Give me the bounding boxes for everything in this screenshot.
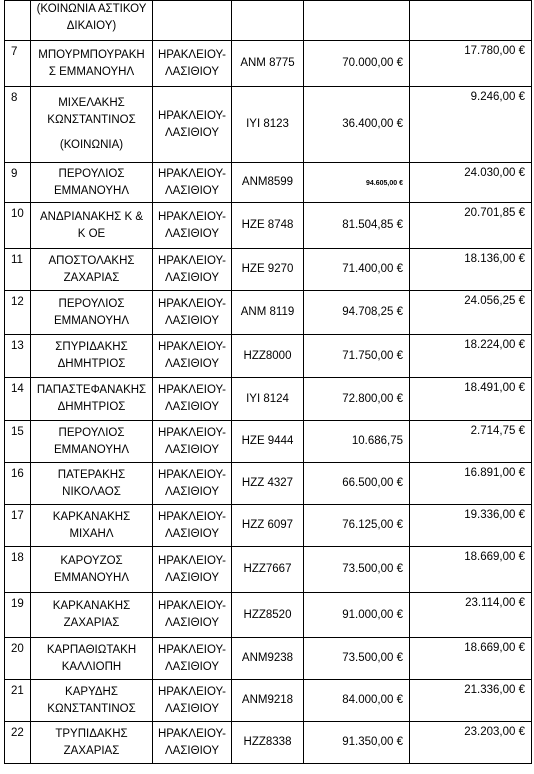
cell-plate: ΗΖΖ 4327 [232, 463, 304, 505]
name-line: ΜΙΧΑΗΛ [69, 527, 114, 540]
cell-amount: 94.708,25 € [304, 291, 410, 335]
name-line: ΔΙΚΑΙΟΥ) [66, 20, 117, 32]
cell-plate: ΗΖΖ 6097 [232, 505, 304, 547]
cell-subsidy: 2.714,75 € [410, 421, 532, 463]
name-line: ΤΡΥΠΙΔΑΚΗΣ [55, 727, 128, 740]
cell-region [153, 722, 232, 764]
cell-no: 10 [5, 203, 31, 249]
table-row-continued [5, 1, 532, 41]
cell-region [153, 249, 232, 291]
cell-subsidy: 23.114,00 € [410, 593, 532, 638]
cell-plate: ΑΝΜ 8119 [232, 291, 304, 335]
cell-no: 20 [5, 638, 31, 680]
name-line: ΝΙΚΟΛΑΟΣ [62, 485, 121, 498]
cell-plate [232, 1, 304, 41]
name-line: ΕΜΜΑΝΟΥΗΛ [53, 184, 130, 197]
cell-region [153, 463, 232, 505]
region-line: ΗΡΑΚΛΕΙΟΥ- [157, 554, 227, 567]
region-line: ΛΑΣΙΘΙΟΥ [164, 485, 220, 498]
cell-subsidy: 24.056,25 € [410, 291, 532, 335]
region-line: ΛΑΣΙΘΙΟΥ [164, 126, 220, 139]
cell-no: 8 [5, 87, 31, 163]
region-line: ΗΡΑΚΛΕΙΟΥ- [157, 341, 227, 353]
cell-no: 11 [5, 249, 31, 291]
cell-name [31, 87, 153, 163]
region-line: ΛΑΣΙΘΙΟΥ [164, 617, 220, 629]
region-line: ΗΡΑΚΛΕΙΟΥ- [157, 48, 227, 61]
region-line: ΛΑΣΙΘΙΟΥ [164, 660, 220, 673]
cell-region [153, 593, 232, 638]
cell-name [31, 41, 153, 87]
cell-plate: ΑΝΜ 8775 [232, 41, 304, 87]
name-line: ΖΑΧΑΡΙΑΣ [63, 744, 120, 757]
cell-name [31, 463, 153, 505]
cell-name [31, 547, 153, 593]
region-line: ΛΑΣΙΘΙΟΥ [164, 443, 220, 456]
name-line: ΚΑΡΟΥΖΟΣ [60, 554, 123, 567]
cell-amount: 71.750,00 € [304, 335, 410, 378]
table-row [5, 203, 532, 249]
name-line: ΚΑΡΚΑΝΑΚΗΣ [52, 510, 131, 523]
cell-plate: ΑΝΜ8599 [232, 163, 304, 203]
cell-plate: ΙΥΙ 8123 [232, 87, 304, 163]
cell-name [31, 638, 153, 680]
name-line: ΖΑΧΑΡΙΑΣ [63, 271, 120, 284]
region-line: ΗΡΑΚΛΕΙΟΥ- [157, 254, 227, 267]
name-line: Σ ΕΜΜΑΝΟΥΗΛ [48, 65, 135, 78]
name-line: ΠΑΤΕΡΑΚΗΣ [57, 468, 126, 481]
cell-subsidy: 18.224,00 € [410, 335, 532, 378]
name-line: ΑΠΟΣΤΟΛΑΚΗΣ [48, 254, 135, 267]
cell-amount: 36.400,00 € [304, 87, 410, 163]
cell-region [153, 421, 232, 463]
name-line: ΠΕΡΟΥΛΙΟΣ [58, 426, 125, 439]
cell-no: 21 [5, 680, 31, 722]
name-line: ΔΗΜΗΤΡΙΟΣ [57, 401, 126, 413]
cell-no [5, 1, 31, 41]
cell-subsidy: 18.136,00 € [410, 249, 532, 291]
name-line: ΚΑΡΚΑΝΑΚΗΣ [52, 600, 131, 612]
region-line: ΛΑΣΙΘΙΟΥ [164, 744, 220, 757]
region-line: ΗΡΑΚΛΕΙΟΥ- [157, 468, 227, 481]
cell-amount: 91.350,00 € [304, 722, 410, 764]
cell-subsidy: 16.891,00 € [410, 463, 532, 505]
cell-name [31, 378, 153, 421]
cell-amount: 84.000,00 € [304, 680, 410, 722]
name-line: ΚΩΝΣΤΑΝΤΙΝΟΣ [47, 702, 136, 715]
region-line: ΛΑΣΙΘΙΟΥ [164, 184, 220, 197]
region-line: ΗΡΑΚΛΕΙΟΥ- [157, 297, 227, 310]
cell-no: 16 [5, 463, 31, 505]
cell-plate: ΗΖΖ7667 [232, 547, 304, 593]
name-line: ΚΩΝΣΤΑΝΤΙΝΟΣ [47, 114, 136, 126]
region-line: ΗΡΑΚΛΕΙΟΥ- [157, 727, 227, 740]
cell-plate: ΑΝΜ9238 [232, 638, 304, 680]
name-line: ΖΑΧΑΡΙΑΣ [63, 617, 120, 629]
cell-name [31, 722, 153, 764]
table-row [5, 505, 532, 547]
cell-no: 18 [5, 547, 31, 593]
cell-subsidy: 21.336,00 € [410, 680, 532, 722]
region-line: ΗΡΑΚΛΕΙΟΥ- [157, 109, 227, 122]
region-line: ΛΑΣΙΘΙΟΥ [164, 65, 220, 78]
table-row [5, 87, 532, 163]
cell-name [31, 680, 153, 722]
table-row [5, 41, 532, 87]
cell-subsidy: 17.780,00 € [410, 41, 532, 87]
cell-amount: 72.800,00 € [304, 378, 410, 421]
region-line: ΛΑΣΙΘΙΟΥ [164, 702, 220, 715]
region-line: ΗΡΑΚΛΕΙΟΥ- [157, 510, 227, 523]
region-line: ΛΑΣΙΘΙΟΥ [164, 401, 220, 413]
region-line: ΗΡΑΚΛΕΙΟΥ- [157, 685, 227, 698]
cell-amount: 94.605,00 € [304, 163, 410, 203]
cell-name [31, 249, 153, 291]
cell-amount: 66.500,00 € [304, 463, 410, 505]
cell-name [31, 593, 153, 638]
table-row [5, 421, 532, 463]
name-line: ΔΗΜΗΤΡΙΟΣ [57, 358, 126, 370]
cell-name [31, 203, 153, 249]
region-line: ΛΑΣΙΘΙΟΥ [164, 314, 220, 327]
cell-amount [304, 1, 410, 41]
region-line: ΗΡΑΚΛΕΙΟΥ- [157, 384, 227, 396]
region-line: ΛΑΣΙΘΙΟΥ [164, 227, 220, 240]
cell-subsidy: 18.491,00 € [410, 378, 532, 421]
name-line: (ΚΟΙΝΩΝΙΑ) [59, 139, 124, 151]
cell-amount: 10.686,75 [304, 421, 410, 463]
cell-no: 12 [5, 291, 31, 335]
cell-name [31, 421, 153, 463]
cell-region [153, 203, 232, 249]
region-line: ΛΑΣΙΘΙΟΥ [164, 571, 220, 584]
name-line: ΠΑΠΑΣΤΕΦΑΝΑΚΗΣ [36, 384, 147, 396]
region-line: ΗΡΑΚΛΕΙΟΥ- [157, 167, 227, 180]
region-line: ΗΡΑΚΛΕΙΟΥ- [157, 643, 227, 656]
cell-subsidy: 24.030,00 € [410, 163, 532, 203]
table-row [5, 291, 532, 335]
region-line: ΛΑΣΙΘΙΟΥ [164, 527, 220, 540]
region-line: ΗΡΑΚΛΕΙΟΥ- [157, 426, 227, 439]
cell-plate: ΗΖΖ8000 [232, 335, 304, 378]
name-line: Κ ΟΕ [77, 227, 106, 240]
cell-amount: 76.125,00 € [304, 505, 410, 547]
cell-amount: 71.400,00 € [304, 249, 410, 291]
cell-region [153, 163, 232, 203]
cell-no: 13 [5, 335, 31, 378]
table-row [5, 722, 532, 764]
name-line: ΜΙΧΕΛΑΚΗΣ [58, 97, 125, 109]
name-line: ΚΑΛΛΙΟΠΗ [61, 660, 122, 673]
cell-no: 15 [5, 421, 31, 463]
cell-subsidy: 20.701,85 € [410, 203, 532, 249]
cell-plate: ΗΖΕ 9444 [232, 421, 304, 463]
cell-amount: 73.500,00 € [304, 638, 410, 680]
cell-name [31, 335, 153, 378]
cell-name [31, 291, 153, 335]
cell-plate: ΗΖΕ 8748 [232, 203, 304, 249]
table-row [5, 378, 532, 421]
cell-region [153, 335, 232, 378]
cell-region [153, 547, 232, 593]
name-line: ΜΠΟΥΡΜΠΟΥΡΑΚΗ [38, 48, 145, 61]
cell-subsidy: 18.669,00 € [410, 638, 532, 680]
cell-subsidy: 23.203,00 € [410, 722, 532, 764]
cell-region [153, 378, 232, 421]
cell-no: 17 [5, 505, 31, 547]
cell-amount: 81.504,85 € [304, 203, 410, 249]
table-row [5, 463, 532, 505]
name-line: ΚΑΡΠΑΘΙΩΤΑΚΗ [46, 643, 137, 656]
region-line: ΗΡΑΚΛΕΙΟΥ- [157, 210, 227, 223]
cell-region [153, 638, 232, 680]
cell-name [31, 1, 153, 41]
name-line: ΑΝΔΡΙΑΝΑΚΗΣ Κ & [40, 210, 143, 223]
cell-no: 14 [5, 378, 31, 421]
name-line: ΕΜΜΑΝΟΥΗΛ [53, 571, 130, 584]
table-row [5, 335, 532, 378]
cell-no: 9 [5, 163, 31, 203]
table-row [5, 163, 532, 203]
region-line: ΛΑΣΙΘΙΟΥ [164, 271, 220, 284]
cell-amount: 70.000,00 € [304, 41, 410, 87]
cell-amount: 91.000,00 € [304, 593, 410, 638]
table-row [5, 638, 532, 680]
region-line: ΛΑΣΙΘΙΟΥ [164, 358, 220, 370]
name-line: ΚΑΡΥΔΗΣ [65, 685, 118, 698]
cell-no: 7 [5, 41, 31, 87]
table-row [5, 593, 532, 638]
cell-plate: ΑΝΜ9218 [232, 680, 304, 722]
cell-region [153, 680, 232, 722]
cell-region [153, 291, 232, 335]
table-row [5, 680, 532, 722]
cell-plate: ΙΥΙ 8124 [232, 378, 304, 421]
name-line: ΕΜΜΑΝΟΥΗΛ [53, 443, 130, 456]
cell-plate: ΗΖΕ 9270 [232, 249, 304, 291]
cell-plate: ΗΖΖ8338 [232, 722, 304, 764]
cell-region [153, 41, 232, 87]
name-line: ΕΜΜΑΝΟΥΗΛ [53, 314, 130, 327]
cell-amount: 73.500,00 € [304, 547, 410, 593]
name-line: ΠΕΡΟΥΛΙΟΣ [58, 297, 125, 310]
cell-no: 22 [5, 722, 31, 764]
cell-subsidy [410, 1, 532, 41]
cell-plate: ΗΖΖ8520 [232, 593, 304, 638]
cell-name [31, 505, 153, 547]
name-line: (ΚΟΙΝΩΝΙΑ ΑΣΤΙΚΟΥ [36, 3, 147, 15]
cell-region [153, 1, 232, 41]
table-row [5, 249, 532, 291]
cell-name [31, 163, 153, 203]
cell-subsidy: 19.336,00 € [410, 505, 532, 547]
cell-region [153, 505, 232, 547]
cell-subsidy: 9.246,00 € [410, 87, 532, 163]
cell-no: 19 [5, 593, 31, 638]
name-line: ΣΠΥΡΙΔΑΚΗΣ [55, 341, 128, 353]
cell-subsidy: 18.669,00 € [410, 547, 532, 593]
cell-region [153, 87, 232, 163]
beneficiaries-table [4, 0, 532, 764]
region-line: ΗΡΑΚΛΕΙΟΥ- [157, 600, 227, 612]
table-row [5, 547, 532, 593]
name-line: ΠΕΡΟΥΛΙΟΣ [58, 167, 125, 180]
